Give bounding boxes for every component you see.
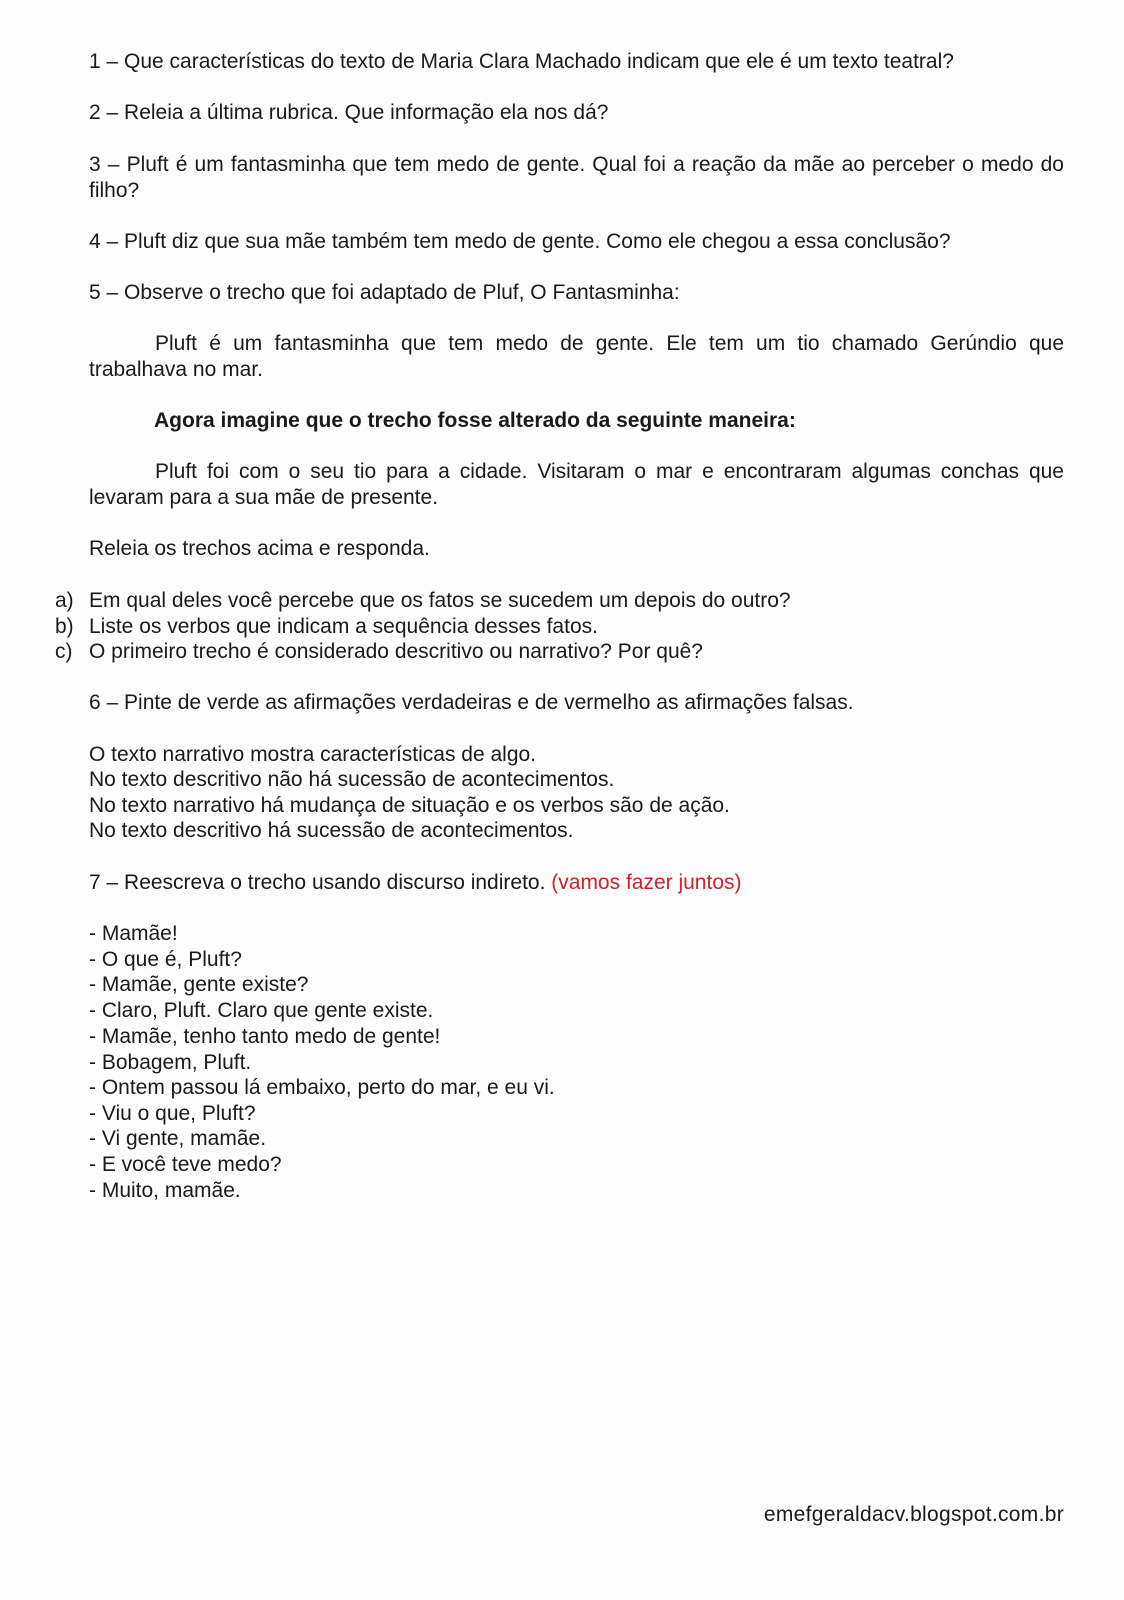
- question-6: 6 – Pinte de verde as afirmações verdadeiras e de vermelho as afirmações falsas.: [89, 691, 854, 714]
- subquestion-letter: a): [55, 589, 74, 612]
- dialogue-line: - O que é, Pluft?: [89, 948, 242, 971]
- reread-instruction: Releia os trechos acima e responda.: [89, 537, 430, 560]
- dialogue-line: - Mamãe, gente existe?: [89, 973, 309, 996]
- subquestion-a: [55, 588, 1055, 614]
- dialogue-line: - E você teve medo?: [89, 1153, 282, 1176]
- subquestion-text: Liste os verbos que indicam a sequência desses fatos.: [89, 615, 598, 638]
- question-7: [89, 870, 742, 896]
- statement: No texto descritivo há sucessão de acontecimentos.: [89, 819, 574, 842]
- dialogue-line: - Ontem passou lá embaixo, perto do mar, e eu vi.: [89, 1076, 555, 1099]
- question-5: 5 – Observe o trecho que foi adaptado de Pluf, O Fantasminha:: [89, 281, 680, 304]
- statement: O texto narrativo mostra características de algo.: [89, 743, 537, 766]
- dialogue-line: - Vi gente, mamãe.: [89, 1127, 267, 1150]
- question-4: 4 – Pluft diz que sua mãe também tem medo de gente. Como ele chegou a essa conclusão?: [89, 230, 951, 253]
- subquestion-text: Em qual deles você percebe que os fatos se sucedem um depois do outro?: [89, 589, 791, 612]
- subquestion-letter: b): [55, 615, 74, 638]
- question-7-text: 7 – Reescreva o trecho usando discurso indireto.: [89, 871, 546, 894]
- dialogue-line: - Muito, mamãe.: [89, 1179, 241, 1202]
- subquestion-letter: c): [55, 640, 73, 663]
- question-3: 3 – Pluft é um fantasminha que tem medo de gente. Qual foi a reação da mãe ao perceber o medo do filho?: [89, 153, 1064, 202]
- subquestion-b: [55, 614, 1055, 640]
- footer-url: emefgeraldacv.blogspot.com.br: [763, 1503, 1064, 1526]
- dialogue-line: - Bobagem, Pluft.: [89, 1051, 252, 1074]
- statement: No texto narrativo há mudança de situação e os verbos são de ação.: [89, 794, 730, 817]
- question-7-note: (vamos fazer juntos): [551, 871, 742, 894]
- instruction-bold: Agora imagine que o trecho fosse alterado da seguinte maneira:: [154, 409, 796, 432]
- excerpt-original: Pluft é um fantasminha que tem medo de gente. Ele tem um tio chamado Gerúndio que trabalhava no mar.: [89, 332, 1064, 381]
- subquestion-text: O primeiro trecho é considerado descritivo ou narrativo? Por quê?: [89, 640, 703, 663]
- statement: No texto descritivo não há sucessão de acontecimentos.: [89, 768, 615, 791]
- excerpt-altered: Pluft foi com o seu tio para a cidade. Visitaram o mar e encontraram algumas conchas que levaram para a sua mãe de presente.: [89, 460, 1064, 509]
- subquestion-c: [55, 639, 1055, 665]
- question-2: 2 – Releia a última rubrica. Que informação ela nos dá?: [89, 101, 609, 124]
- question-1: 1 – Que características do texto de Maria Clara Machado indicam que ele é um texto teatral?: [89, 50, 954, 73]
- dialogue-line: - Claro, Pluft. Claro que gente existe.: [89, 999, 434, 1022]
- dialogue-line: - Mamãe, tenho tanto medo de gente!: [89, 1025, 441, 1048]
- dialogue-line: - Viu o que, Pluft?: [89, 1102, 256, 1125]
- dialogue-line: - Mamãe!: [89, 922, 178, 945]
